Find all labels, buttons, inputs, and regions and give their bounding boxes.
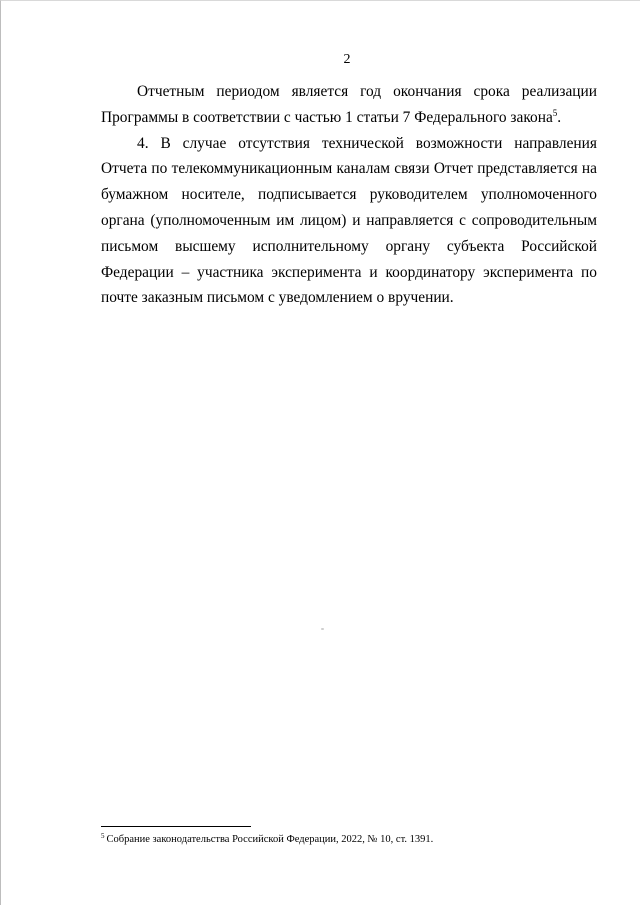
scan-artifact [321, 628, 324, 630]
footnote-reference: 5 [552, 107, 558, 118]
page-number: 2 [343, 52, 351, 67]
paragraph-reporting-period [101, 79, 597, 131]
paragraph-reporting-period-text: Отчетным периодом является год окончания срока реализации Программы в соответствии с частью 1 статьи 7 Федерального закона [101, 83, 597, 126]
footnote-marker: 5 [101, 832, 105, 840]
footnote [101, 833, 601, 847]
paragraph-item-4: 4. В случае отсутствия технической возможности направления Отчета по телекоммуникационным каналам связи Отчет представляется на бумажном носителе, подписывается руководителем уполномоченного органа (уполномоченным им лицом) и направляется с сопроводительным письмом высшему исполнительному органу субъекта Российской Федерации – участника эксперимента и координатору эксперимента по почте заказным письмом с уведомлением о вручении. [101, 134, 597, 307]
footnote-separator [101, 826, 251, 827]
document-body [101, 79, 597, 311]
paragraph-reporting-period-end: . [557, 108, 562, 126]
footnote-text: Собрание законодательства Российской Федерации, 2022, № 10, ст. 1391. [106, 834, 434, 845]
